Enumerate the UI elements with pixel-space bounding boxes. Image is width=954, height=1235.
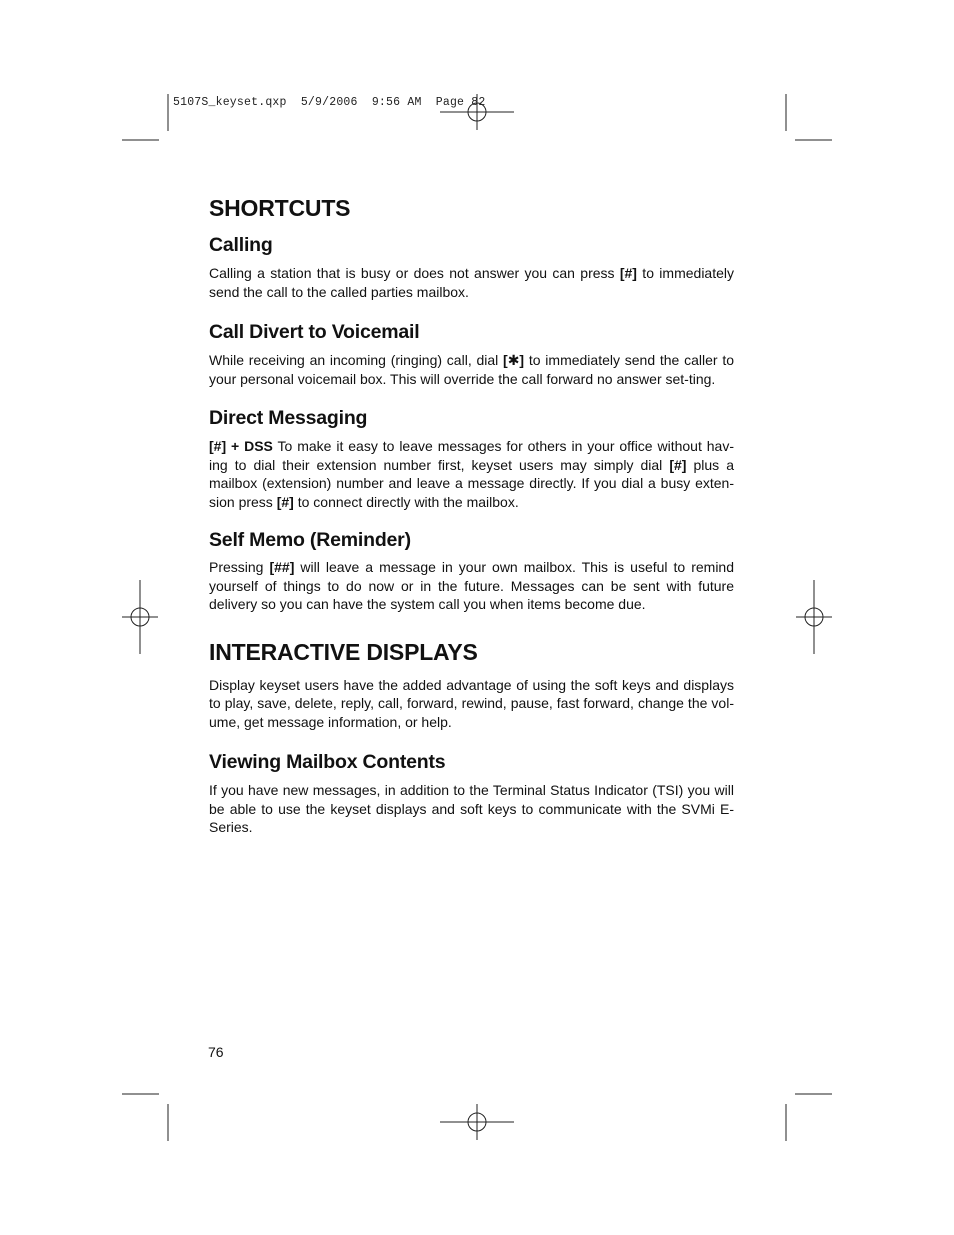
heading-direct-messaging: Direct Messaging [209,407,368,429]
paragraph-interactive-intro: Display keyset users have the added advantage of using the soft keys and displays to play, save, delete, reply, call, forward, rewind, pause, fast forward, change the vol-ume, get message information, or help. [209,676,734,730]
registration-mark-bottom [440,1104,514,1140]
heading-calling: Calling [209,234,273,256]
paragraph-direct-messaging: [#] + DSS To make it easy to leave messages for others in your office without hav-ing to dial their extension number first, keyset users may simply dial [#] plus a mailbox (extension) number and leave a message directly. If you dial a busy exten-sion press [#] to connect directly with the mailbox. [209,438,735,510]
direct-messaging-lead: [#] + DSS [209,438,273,454]
registration-mark-right [796,580,832,654]
registration-mark-left [122,580,158,654]
paragraph-viewing-mailbox: If you have new messages, in addition to the Terminal Status Indicator (TSI) you will be able to use the keyset displays and soft keys to communicate with the SVMi E-Series. [209,782,734,835]
paragraph-self-memo: Pressing [##] will leave a message in your own mailbox. This is useful to remind yourself of things to do now or in the future. Messages can be sent with future delivery so you can have the system call you when items become due. [209,559,735,612]
key-double-hash: [##] [269,559,295,575]
paragraph-calling: Calling a station that is busy or does not answer you can press [#] to immediately send the call to the called parties mailbox. [209,265,734,300]
heading-call-divert: Call Divert to Voicemail [209,321,420,343]
key-hash: [#] [669,456,687,473]
key-hash: [#] [276,493,294,510]
page-number: 76 [208,1044,224,1060]
key-star: [✱] [503,352,525,368]
page-content [209,192,734,837]
print-slug: 5107S_keyset.qxp 5/9/2006 9:56 AM Page 82 [173,96,486,109]
heading-self-memo: Self Memo (Reminder) [209,529,411,551]
heading-viewing-mailbox: Viewing Mailbox Contents [209,751,446,773]
section-title-shortcuts: SHORTCUTS [209,195,351,221]
key-hash: [#] [619,265,637,281]
paragraph-call-divert: While receiving an incoming (ringing) call, dial [✱] to immediately send the caller to your personal voicemail box. This will override the call forward no answer set-ting. [209,352,734,387]
section-title-interactive-displays: INTERACTIVE DISPLAYS [209,638,478,665]
